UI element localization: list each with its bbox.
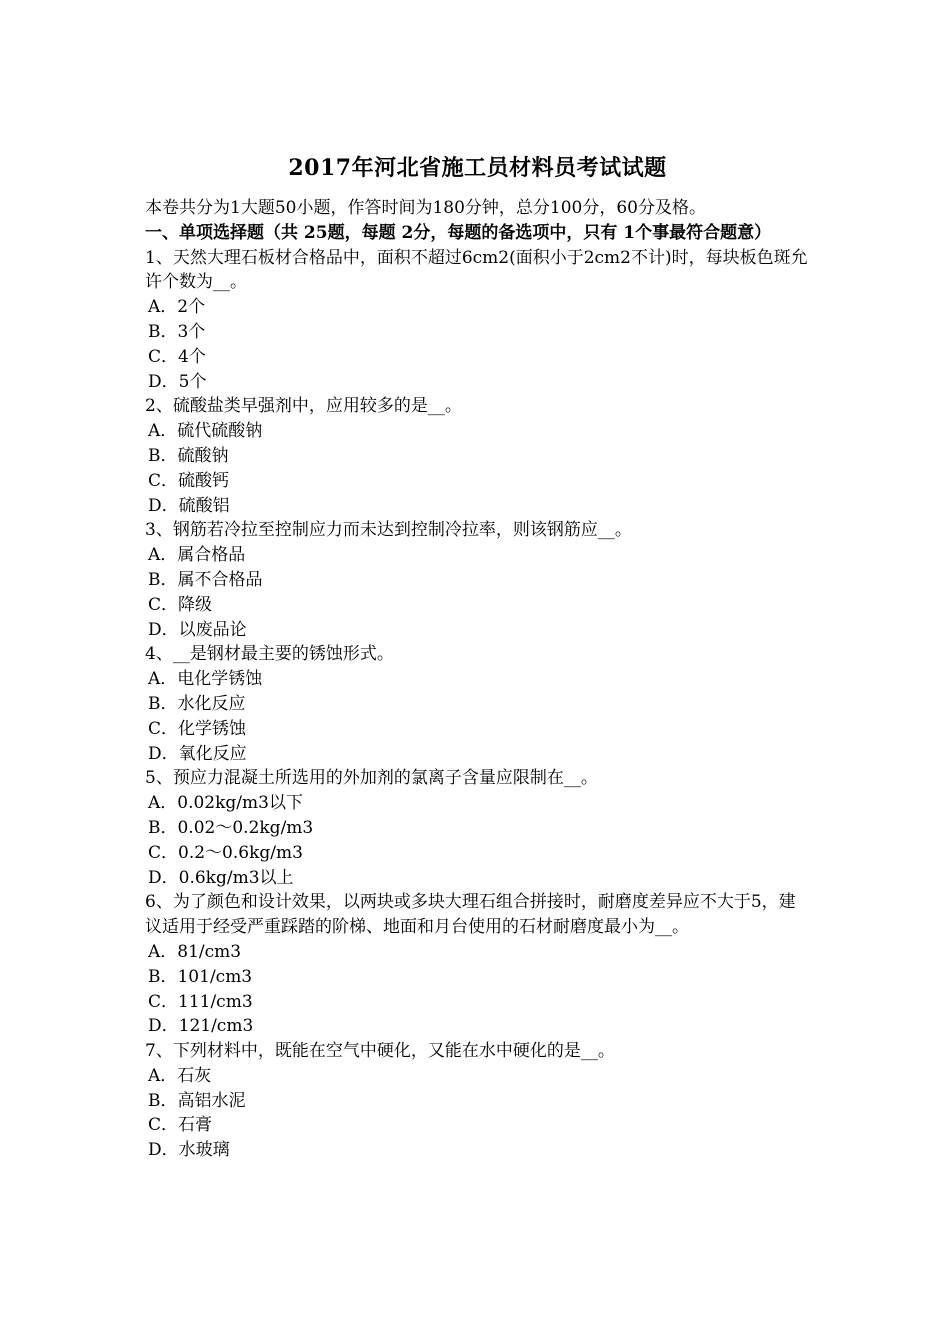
answer-option: D．121/cm3 [148, 1016, 254, 1037]
answer-option: A．电化学锈蚀 [148, 669, 263, 690]
page-title: 2017年河北省施工员材料员考试试题 [288, 155, 667, 181]
answer-option: B．硫酸钠 [148, 445, 229, 466]
answer-option: D．氧化反应 [148, 743, 247, 764]
question-item [145, 518, 810, 642]
answer-option: A．0.02kg/m3以下 [148, 793, 303, 814]
answer-option: D．0.6kg/m3以上 [148, 867, 294, 888]
answer-option: C．化学锈蚀 [148, 718, 247, 739]
answer-option: A．81/cm3 [148, 941, 242, 962]
question-list [145, 246, 810, 1163]
question-stem: 2、硫酸盐类早强剂中，应用较多的是__。 [145, 396, 462, 417]
answer-option: C．4个 [148, 346, 206, 367]
answer-option: B．水化反应 [148, 693, 246, 714]
answer-option: A．2个 [148, 297, 206, 318]
answer-option: C．降级 [148, 594, 213, 615]
question-item [145, 1039, 810, 1163]
question-stem: 4、__是钢材最主要的锈蚀形式。 [145, 644, 394, 665]
answer-option: C．111/cm3 [148, 991, 253, 1012]
question-item [145, 890, 810, 1039]
answer-option: B．3个 [148, 321, 206, 342]
answer-option: B．高铝水泥 [148, 1090, 246, 1111]
question-item [145, 394, 810, 518]
answer-option: D．硫酸铝 [148, 495, 230, 516]
section-heading: 一、单项选择题（共 25题，每题 2分，每题的备选项中，只有 1个事最符合题意） [145, 222, 772, 243]
question-stem: 7、下列材料中，既能在空气中硬化，又能在水中硬化的是__。 [145, 1041, 615, 1062]
answer-option: C．0.2～0.6kg/m3 [148, 842, 303, 863]
answer-option: B．0.02～0.2kg/m3 [148, 817, 314, 838]
answer-option: D．水玻璃 [148, 1140, 230, 1161]
answer-option: C．石膏 [148, 1115, 213, 1136]
question-stem: 5、预应力混凝土所选用的外加剂的氯离子含量应限制在__。 [145, 768, 598, 789]
question-stem: 3、钢筋若冷拉至控制应力而未达到控制冷拉率，则该钢筋应__。 [145, 520, 632, 541]
answer-option: B．101/cm3 [148, 966, 253, 987]
question-stem: 1、天然大理石板材合格品中，面积不超过6cm2(面积小于2cm2不计)时，每块板色斑允许个数为__。 [145, 247, 808, 293]
answer-option: B．属不合格品 [148, 569, 263, 590]
question-stem: 6、为了颜色和设计效果，以两块或多块大理石组合拼接时，耐磨度差异应不大于5，建议适用于经受严重踩踏的阶梯、地面和月台使用的石材耐磨度最小为__。 [145, 892, 796, 938]
document-content [145, 150, 810, 1163]
exam-intro: 本卷共分为1大题50小题，作答时间为180分钟，总分100分，60分及格。 [145, 198, 706, 218]
question-item [145, 246, 810, 395]
answer-option: C．硫酸钙 [148, 470, 230, 491]
answer-option: D．5个 [148, 371, 207, 392]
question-item [145, 642, 810, 766]
question-item [145, 766, 810, 890]
answer-option: D．以废品论 [148, 619, 247, 640]
answer-option: A．石灰 [148, 1065, 212, 1086]
answer-option: A．属合格品 [148, 545, 246, 566]
answer-option: A．硫代硫酸钠 [148, 421, 263, 442]
